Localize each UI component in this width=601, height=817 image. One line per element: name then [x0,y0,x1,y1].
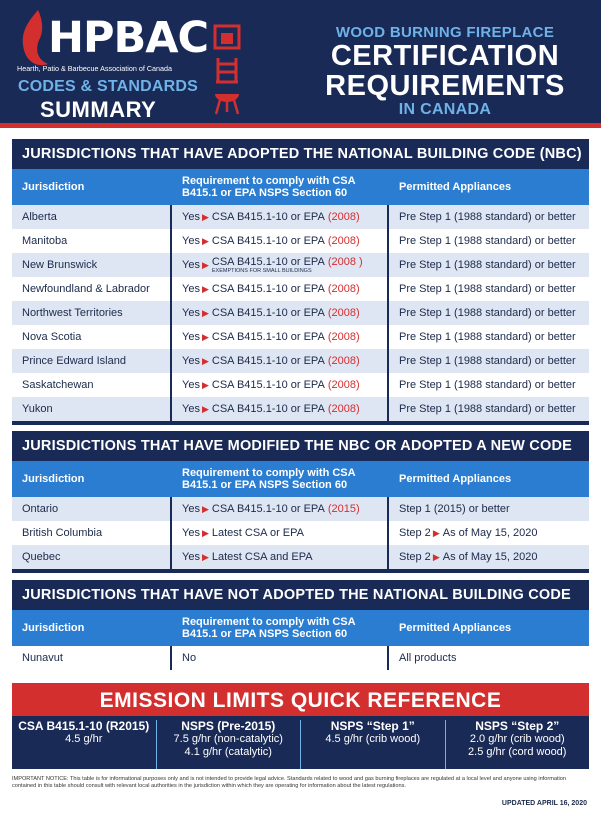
section-divider [12,421,589,425]
step-text: Step 2 [399,551,431,563]
document-title [300,24,590,119]
section-title: JURISDICTIONS THAT HAVE ADOPTED THE NATIONAL BUILDING CODE (NBC) [12,139,589,169]
cell-jurisdiction: Newfoundland & Labrador [12,277,172,301]
table-header [12,610,589,646]
cell-requirement [172,325,389,349]
table-row [12,349,589,373]
arrow-right-icon: ▶ [201,503,209,514]
cell-requirement [172,301,389,325]
cell-permitted [389,545,589,569]
yes-text: Yes [182,379,200,391]
req-text: Latest CSA and EPA [211,551,313,563]
arrow-right-icon: ▶ [201,551,209,562]
cell-requirement: No [172,646,389,670]
table-row [12,253,589,277]
cell-jurisdiction: Northwest Territories [12,301,172,325]
cell-requirement [172,253,389,277]
req-text: CSA B415.1-10 or EPA [211,355,325,367]
table-body [12,497,589,569]
emission-col-heading: NSPS “Step 2” [475,719,560,733]
emission-col-heading: NSPS “Step 1” [330,719,415,733]
req-text: Latest CSA or EPA [211,527,304,539]
yes-text: Yes [182,403,200,415]
yes-text: Yes [182,503,200,515]
cell-requirement [172,397,389,421]
header-requirement: Requirement to comply with CSA B415.1 or EPA NSPS Section 60 [182,467,356,491]
req-text: CSA B415.1-10 or EPA [211,379,325,391]
cell-permitted: Pre Step 1 (1988 standard) or better [399,259,576,271]
summary-label: SUMMARY [40,97,157,122]
cell-requirement [172,349,389,373]
fireplace-grill-chair-icons [210,24,244,116]
cell-jurisdiction: Yukon [12,397,172,421]
important-notice: IMPORTANT NOTICE: This table is for informational purposes only and is not intended to provide legal advice. Standards related to wood and gas burning fireplaces are regulated at a local level and anyone using information contained in this table should consult with relevant local authorities in the jurisdiction within which they are operating for information about the latest regulations. [12,776,566,789]
cell-jurisdiction: Nova Scotia [12,325,172,349]
table-row [12,229,589,253]
table-row [12,521,589,545]
year-text: (2008 ) [327,256,363,268]
emission-title: EMISSION LIMITS QUICK REFERENCE [12,686,589,716]
cell-jurisdiction: New Brunswick [12,253,172,277]
table-row [12,301,589,325]
req-text: CSA B415.1-10 or EPA [211,403,325,415]
yes-text: Yes [182,551,200,563]
table-row [12,277,589,301]
table-row [12,373,589,397]
req-text: CSA B415.1-10 or EPA [211,331,325,343]
title-line-4: IN CANADA [398,101,492,118]
year-text: (2008) [327,379,360,391]
header-jurisdiction: Jurisdiction [22,622,85,634]
section-nbc-not-adopted [12,580,589,670]
yes-text: Yes [182,235,200,247]
cell-jurisdiction: British Columbia [12,521,172,545]
emission-col-step2 [446,720,590,769]
arrow-right-icon: ▶ [201,403,209,414]
cell-requirement [172,373,389,397]
table-row [12,397,589,421]
yes-text: Yes [182,527,200,539]
year-text: (2008) [327,211,360,223]
arrow-right-icon: ▶ [201,235,209,246]
cell-permitted: Pre Step 1 (1988 standard) or better [399,211,576,223]
year-text: (2008) [327,355,360,367]
cell-permitted: All products [399,652,457,664]
emission-value: 2.5 g/hr (cord wood) [468,746,567,758]
section-title: JURISDICTIONS THAT HAVE MODIFIED THE NBC OR ADOPTED A NEW CODE [12,431,589,461]
header-requirement: Requirement to comply with CSA B415.1 or EPA NSPS Section 60 [182,175,356,199]
table-row [12,545,589,569]
arrow-right-icon: ▶ [201,259,209,270]
cell-permitted: Pre Step 1 (1988 standard) or better [399,283,576,295]
year-text: (2008) [327,283,360,295]
cell-jurisdiction: Nunavut [12,646,172,670]
emission-col-step1 [301,720,446,769]
cell-requirement [172,229,389,253]
arrow-right-icon: ▶ [201,283,209,294]
table-row [12,205,589,229]
header-banner [0,0,601,128]
header-permitted: Permitted Appliances [399,473,512,485]
logo-wordmark: HPBAC [48,13,209,63]
emission-value: 2.0 g/hr (crib wood) [469,733,565,745]
table-body [12,646,589,670]
header-permitted: Permitted Appliances [399,181,512,193]
year-text: (2008) [327,307,360,319]
emission-limits-panel [12,683,589,769]
arrow-right-icon: ▶ [201,211,209,222]
yes-text: Yes [182,355,200,367]
arrow-right-icon: ▶ [201,355,209,366]
section-nbc-modified [12,431,589,573]
flame-icon [18,8,52,70]
table-body [12,205,589,421]
arrow-right-icon: ▶ [201,527,209,538]
req-text: CSA B415.1-10 or EPA [211,307,325,319]
arrow-right-icon: ▶ [201,331,209,342]
yes-text: Yes [182,307,200,319]
emission-col-nsps-pre2015 [157,720,302,769]
emission-col-heading: NSPS (Pre-2015) [181,719,276,733]
cell-permitted: Pre Step 1 (1988 standard) or better [399,307,576,319]
cell-permitted: Pre Step 1 (1988 standard) or better [399,403,576,415]
step-text: Step 2 [399,527,431,539]
emission-value: 4.1 g/hr (catalytic) [184,746,272,758]
cell-permitted: Pre Step 1 (1988 standard) or better [399,331,576,343]
table-row [12,497,589,521]
date-text: As of May 15, 2020 [442,527,538,539]
year-text: (2008) [327,331,360,343]
table-header [12,461,589,497]
req-text: CSA B415.1-10 or EPA [211,235,325,247]
cell-requirement [172,497,389,521]
title-line-3: REQUIREMENTS [325,70,565,102]
hpbac-logo [14,6,239,122]
arrow-right-icon: ▶ [432,551,440,562]
cell-requirement [172,277,389,301]
cell-permitted: Pre Step 1 (1988 standard) or better [399,379,576,391]
header-requirement: Requirement to comply with CSA B415.1 or EPA NSPS Section 60 [182,616,356,640]
year-text: (2008) [327,403,360,415]
arrow-right-icon: ▶ [201,307,209,318]
header-jurisdiction: Jurisdiction [22,473,85,485]
yes-text: Yes [182,283,200,295]
year-text: (2015) [327,503,360,515]
req-text: CSA B415.1-10 or EPA [211,211,325,223]
req-text: CSA B415.1-10 or EPA [211,283,325,295]
table-header [12,169,589,205]
arrow-right-icon: ▶ [432,527,440,538]
req-text: CSA B415.1-10 or EPA [211,256,325,268]
cell-permitted: Step 1 (2015) or better [399,503,510,515]
cell-permitted: Pre Step 1 (1988 standard) or better [399,355,576,367]
cell-jurisdiction: Quebec [12,545,172,569]
cell-jurisdiction: Alberta [12,205,172,229]
cell-requirement [172,545,389,569]
header-jurisdiction: Jurisdiction [22,181,85,193]
cell-jurisdiction: Saskatchewan [12,373,172,397]
table-row [12,646,589,670]
emission-col-csa [12,720,157,769]
table-row [12,325,589,349]
cell-jurisdiction: Ontario [12,497,172,521]
emission-value: 4.5 g/hr [65,733,103,745]
cell-permitted: Pre Step 1 (1988 standard) or better [399,235,576,247]
section-title: JURISDICTIONS THAT HAVE NOT ADOPTED THE NATIONAL BUILDING CODE [12,580,589,610]
cell-jurisdiction: Manitoba [12,229,172,253]
exemption-note: EXEMPTIONS FOR SMALL BUILDINGS [211,268,312,274]
title-line-2: CERTIFICATION [330,40,560,72]
codes-standards-label: CODES & STANDARDS [18,78,199,95]
req-text: CSA B415.1-10 or EPA [211,503,325,515]
yes-text: Yes [182,259,200,271]
emission-value: 7.5 g/hr (non-catalytic) [173,733,283,745]
year-text: (2008) [327,235,360,247]
req-stack [212,256,363,274]
yes-text: Yes [182,211,200,223]
cell-requirement [172,205,389,229]
section-nbc-adopted [12,139,589,425]
header-permitted: Permitted Appliances [399,622,512,634]
arrow-right-icon: ▶ [201,379,209,390]
cell-jurisdiction: Prince Edward Island [12,349,172,373]
date-text: As of May 15, 2020 [442,551,538,563]
section-divider [12,569,589,573]
emission-columns [12,716,589,769]
emission-value: 4.5 g/hr (crib wood) [325,733,421,745]
title-line-1: WOOD BURNING FIREPLACE [335,24,555,41]
emission-col-heading: CSA B415.1-10 (R2015) [18,719,150,733]
cell-permitted [389,521,589,545]
yes-text: Yes [182,331,200,343]
updated-date: UPDATED APRIL 16, 2020 [501,800,587,807]
cell-requirement [172,521,389,545]
logo-subtitle: Hearth, Patio & Barbecue Association of Canada [17,64,173,73]
